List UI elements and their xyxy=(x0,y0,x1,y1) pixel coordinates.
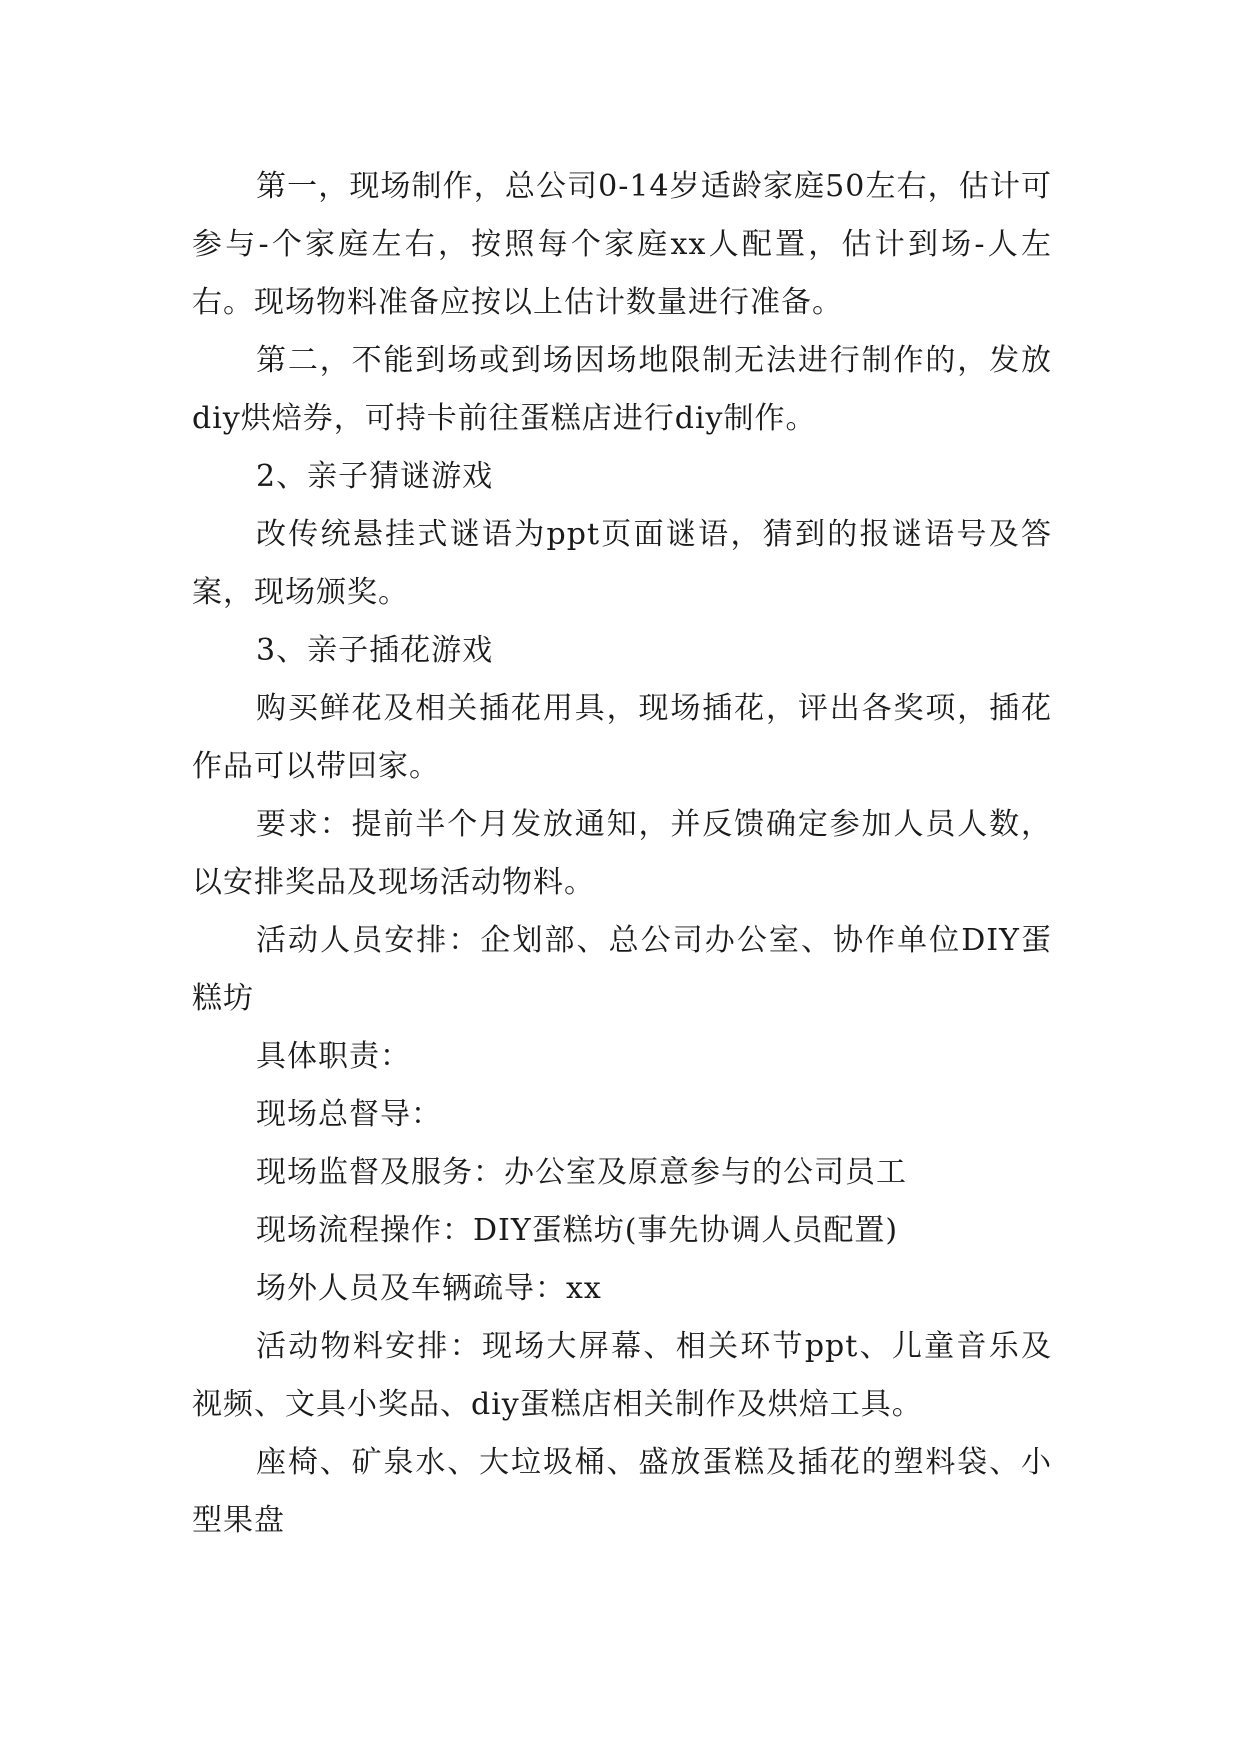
paragraph-staff-arrangement: 活动人员安排：企划部、总公司办公室、协作单位DIY蛋糕坊 xyxy=(192,923,1052,1016)
paragraph-onsite-making: 第一，现场制作，总公司0-14岁适龄家庭50左右，估计可参与-个家庭左右，按照每个家庭xx人配置，估计到场-人左右。现场物料准备应按以上估计数量进行准备。 xyxy=(192,169,1052,320)
heading-flower-game: 3、亲子插花游戏 xyxy=(256,633,494,668)
paragraph-traffic-guidance: 场外人员及车辆疏导：xx xyxy=(256,1271,602,1306)
paragraph-baking-voucher: 第二，不能到场或到场因场地限制无法进行制作的，发放diy烘焙券，可持卡前往蛋糕店进行diy制作。 xyxy=(192,343,1052,436)
paragraph-responsibilities: 具体职责： xyxy=(256,1039,411,1074)
paragraph-process-operation: 现场流程操作：DIY蛋糕坊(事先协调人员配置) xyxy=(256,1213,899,1248)
paragraph-general-supervisor: 现场总督导： xyxy=(256,1097,442,1132)
paragraph-requirements: 要求：提前半个月发放通知，并反馈确定参加人员人数，以安排奖品及现场活动物料。 xyxy=(192,807,1052,900)
document-body xyxy=(192,158,1052,1550)
paragraph-flower-game: 购买鲜花及相关插花用具，现场插花，评出各奖项，插花作品可以带回家。 xyxy=(192,691,1052,784)
paragraph-materials: 活动物料安排：现场大屏幕、相关环节ppt、儿童音乐及视频、文具小奖品、diy蛋糕店相关制作及烘焙工具。 xyxy=(192,1329,1052,1422)
paragraph-riddle-game: 改传统悬挂式谜语为ppt页面谜语，猜到的报谜语号及答案，现场颁奖。 xyxy=(192,517,1052,610)
paragraph-supplies: 座椅、矿泉水、大垃圾桶、盛放蛋糕及插花的塑料袋、小型果盘 xyxy=(192,1445,1052,1538)
paragraph-supervision-service: 现场监督及服务：办公室及原意参与的公司员工 xyxy=(256,1155,907,1190)
heading-riddle-game: 2、亲子猜谜游戏 xyxy=(256,459,494,494)
